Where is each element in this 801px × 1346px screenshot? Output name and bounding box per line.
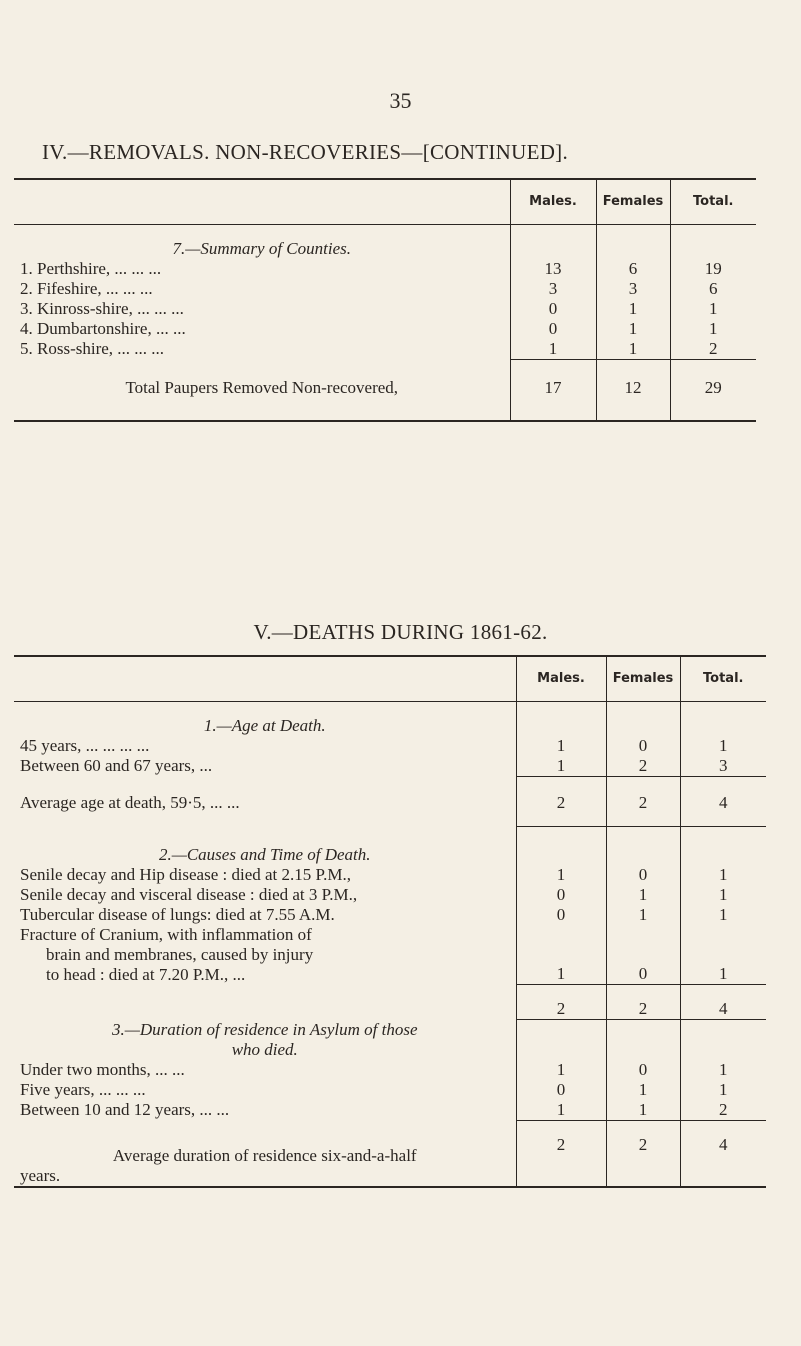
subtitle-duration	[14, 1020, 516, 1060]
cell-females: 3	[596, 279, 670, 299]
cell-total: 1	[670, 319, 756, 339]
table-row	[14, 1100, 766, 1121]
cell-females: 0	[606, 865, 680, 885]
row-label: Between 10 and 12 years, ... ...	[20, 1099, 230, 1119]
cell-males: 1	[516, 736, 606, 756]
subtitle-causes: 2.—Causes and Time of Death.	[158, 844, 371, 864]
section-5-title: V.—DEATHS DURING 1861-62.	[253, 620, 548, 644]
section-4-title: IV.—REMOVALS. NON-RECOVERIES—[CONTINUED].	[42, 140, 569, 164]
total-males: 17	[510, 360, 596, 421]
row-label	[14, 925, 516, 985]
cell-females: 1	[596, 339, 670, 360]
subtitle-age: 1.—Age at Death.	[14, 702, 516, 737]
table-row	[14, 319, 756, 339]
deaths-table	[14, 655, 766, 1188]
row-label: 2. Fifeshire, ... ... ...	[20, 279, 153, 298]
table-row	[14, 736, 766, 756]
average-duration-line-2: years.	[20, 1166, 61, 1185]
cell-males: 1	[516, 925, 606, 985]
cell-total: 1	[680, 905, 766, 925]
cell-females: 2	[606, 985, 680, 1020]
cell-females: 1	[606, 905, 680, 925]
cell-males: 3	[510, 279, 596, 299]
cell-males: 1	[516, 865, 606, 885]
table-row	[14, 259, 756, 279]
total-label: Total Paupers Removed Non-recovered,	[125, 377, 399, 397]
header-total: Total.	[670, 179, 756, 225]
cell-females: 1	[606, 1080, 680, 1100]
row-label: Senile decay and visceral disease : died at 3 P.M.,	[20, 884, 358, 904]
cell-males: 0	[516, 905, 606, 925]
cell-males: 2	[516, 1120, 606, 1187]
fracture-line-1: Fracture of Cranium, with inflammation of	[20, 924, 312, 944]
cell-total: 3	[680, 756, 766, 777]
duration-subtitle-line-1: 3.—Duration of residence in Asylum of those	[111, 1019, 418, 1039]
sum-row	[14, 985, 766, 1020]
cell-females: 0	[606, 736, 680, 756]
header-blank	[14, 656, 516, 702]
table-row	[14, 885, 766, 905]
cell-males: 0	[510, 319, 596, 339]
header-males: Males.	[510, 179, 596, 225]
subtitle-counties: 7.—Summary of Counties.	[14, 225, 510, 260]
table-row	[14, 1060, 766, 1080]
cell-total: 19	[670, 259, 756, 279]
cell-males: 1	[516, 1100, 606, 1121]
table-row	[14, 756, 766, 777]
header-males: Males.	[516, 656, 606, 702]
average-duration-line-1: Average duration of residence six-and-a-half	[112, 1146, 417, 1165]
cell-males: 1	[510, 339, 596, 360]
sum-row	[14, 1120, 766, 1187]
cell-total: 1	[680, 1060, 766, 1080]
header-total: Total.	[680, 656, 766, 702]
cell-females: 1	[606, 885, 680, 905]
duration-subtitle-line-2: who died.	[231, 1039, 298, 1059]
total-females: 12	[596, 360, 670, 421]
table-row	[14, 925, 766, 985]
row-label: Between 60 and 67 years, ...	[20, 756, 213, 775]
cell-males: 0	[510, 299, 596, 319]
table-row	[14, 1080, 766, 1100]
cell-males: 1	[516, 756, 606, 777]
cell-females: 0	[606, 925, 680, 985]
table-row	[14, 865, 766, 885]
cell-males: 2	[516, 777, 606, 827]
fracture-line-3: to head : died at 7.20 P.M., ...	[46, 964, 246, 984]
row-label: 5. Ross-shire, ... ... ...	[20, 339, 165, 358]
cell-females: 2	[606, 1120, 680, 1187]
cell-females: 1	[606, 1100, 680, 1121]
cell-total: 1	[680, 925, 766, 985]
average-duration	[14, 1120, 516, 1187]
cell-females: 2	[606, 756, 680, 777]
header-females: Females	[596, 179, 670, 225]
table-row	[14, 905, 766, 925]
cell-total: 2	[670, 339, 756, 360]
row-label: Tubercular disease of lungs: died at 7.55 A.M.	[20, 904, 335, 924]
cell-total: 1	[680, 865, 766, 885]
row-label: 3. Kinross-shire, ... ... ...	[20, 299, 184, 318]
total-total: 29	[670, 360, 756, 421]
cell-females: 1	[596, 299, 670, 319]
fracture-line-2: brain and membranes, caused by injury	[46, 944, 314, 964]
cell-total: 4	[680, 985, 766, 1020]
cell-males: 13	[510, 259, 596, 279]
cell-total: 6	[670, 279, 756, 299]
cell-total: 1	[680, 885, 766, 905]
cell-females: 1	[596, 319, 670, 339]
table-row	[14, 279, 756, 299]
table-row	[14, 299, 756, 319]
row-label: 4. Dumbartonshire, ... ...	[20, 319, 186, 338]
row-label: Under two months, ... ...	[20, 1059, 185, 1079]
cell-males: 0	[516, 885, 606, 905]
average-row	[14, 777, 766, 827]
cell-total: 1	[680, 736, 766, 756]
cell-males: 2	[516, 985, 606, 1020]
cell-females: 6	[596, 259, 670, 279]
average-age-label: Average age at death, 59·5, ... ...	[20, 792, 240, 812]
cell-total: 4	[680, 777, 766, 827]
total-row	[14, 360, 756, 421]
cell-males: 1	[516, 1060, 606, 1080]
cell-total: 1	[670, 299, 756, 319]
cell-total: 4	[680, 1120, 766, 1187]
cell-females: 0	[606, 1060, 680, 1080]
row-label: 1. Perthshire, ... ... ...	[20, 259, 162, 278]
row-label: 45 years, ... ... ... ...	[20, 736, 150, 755]
cell-males: 0	[516, 1080, 606, 1100]
table-row	[14, 339, 756, 360]
cell-total: 1	[680, 1080, 766, 1100]
removals-table	[14, 178, 756, 422]
cell-females: 2	[606, 777, 680, 827]
page-number: 35	[389, 88, 412, 113]
row-label: Senile decay and Hip disease : died at 2.15 P.M.,	[20, 864, 351, 884]
header-blank	[14, 179, 510, 225]
header-females: Females	[606, 656, 680, 702]
cell-total: 2	[680, 1100, 766, 1121]
row-label: Five years, ... ... ...	[20, 1079, 146, 1099]
